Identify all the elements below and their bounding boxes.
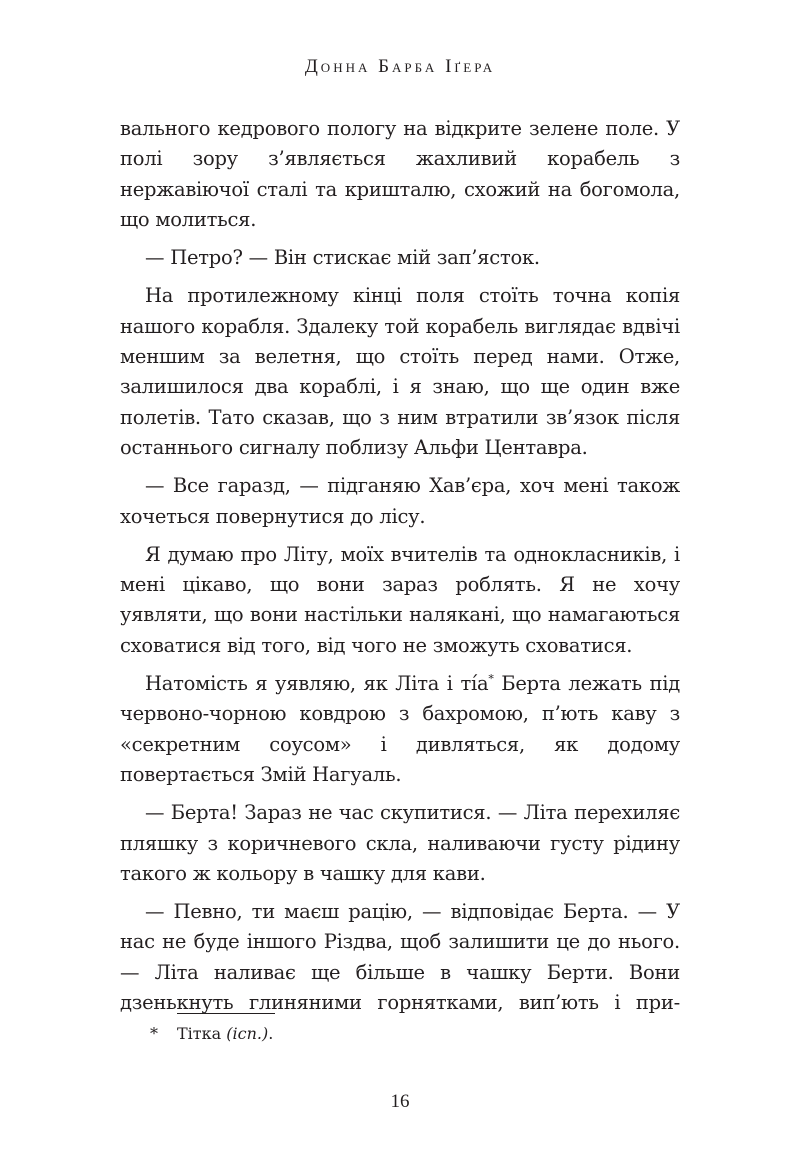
paragraph: — Берта! Зараз не час скупитися. — Літа перехиляє пляшку з коричневого скла, наливаючи густу рідину такого ж кольору в чашку для кави. bbox=[120, 801, 680, 885]
paragraph-text: Натомість я уявляю, як Літа і тía bbox=[145, 672, 489, 696]
footnote-end: . bbox=[268, 1024, 274, 1043]
footnote-abbreviation: (ісп.) bbox=[226, 1024, 269, 1043]
paragraph: — Певно, ти маєш рацію, — відповідає Берта. — У нас не буде іншого Різдва, щоб залишити це до нього. — Літа наливає ще більше в чашку Берти. Вони дзенькнуть глиняними горнятками, вип’ють і при- bbox=[120, 900, 680, 1015]
footnote bbox=[150, 1022, 670, 1046]
paragraph: — Петро? — Він стискає мій зап’ясток. bbox=[145, 246, 540, 270]
paragraph: вального кедрового пологу на відкрите зелене поле. У полі зору з’являється жахливий корабель з нержавіючої сталі та кришталю, схожий на богомола, що молиться. bbox=[120, 117, 680, 231]
page-number: 16 bbox=[390, 1091, 410, 1112]
body-text bbox=[120, 114, 680, 1018]
paragraph: Я думаю про Літу, моїх вчителів та однокласників, і мені цікаво, що вони зараз роблять. Я не хочу уявляти, що вони настільки налякані, що намагаються сховатися від того, від чого не зможуть сховатися. bbox=[120, 542, 680, 657]
paragraph: — Все гаразд, — підганяю Хав’єра, хоч мені також хочеться повернутися до лісу. bbox=[120, 474, 680, 528]
footnote-divider bbox=[177, 1013, 275, 1014]
paragraph: На протилежному кінці поля стоїть точна копія нашого корабля. Здалеку той корабель виглядає вдвічі меншим за велетня, що стоїть перед нами. Отже, залишилося два кораблі, і я знаю, що ще один вже полетів. Тато сказав, що з ним втратили зв’язок після останнього сигналу поблизу Альфи Центавра. bbox=[120, 284, 680, 459]
footnote-text: Тітка bbox=[177, 1024, 227, 1043]
paragraph-with-footnote-ref bbox=[120, 669, 680, 790]
footnote-mark: * bbox=[150, 1024, 158, 1043]
running-head: Донна Барба Іґера bbox=[304, 56, 496, 77]
paragraph-text: Берта лежать під червоно-чорною ковдрою з бахромою, п’ють каву з «секретним соусом» і дивляться, як додому повертається Змій Нагуаль. bbox=[120, 672, 680, 786]
footnote-reference-mark: * bbox=[488, 672, 494, 686]
